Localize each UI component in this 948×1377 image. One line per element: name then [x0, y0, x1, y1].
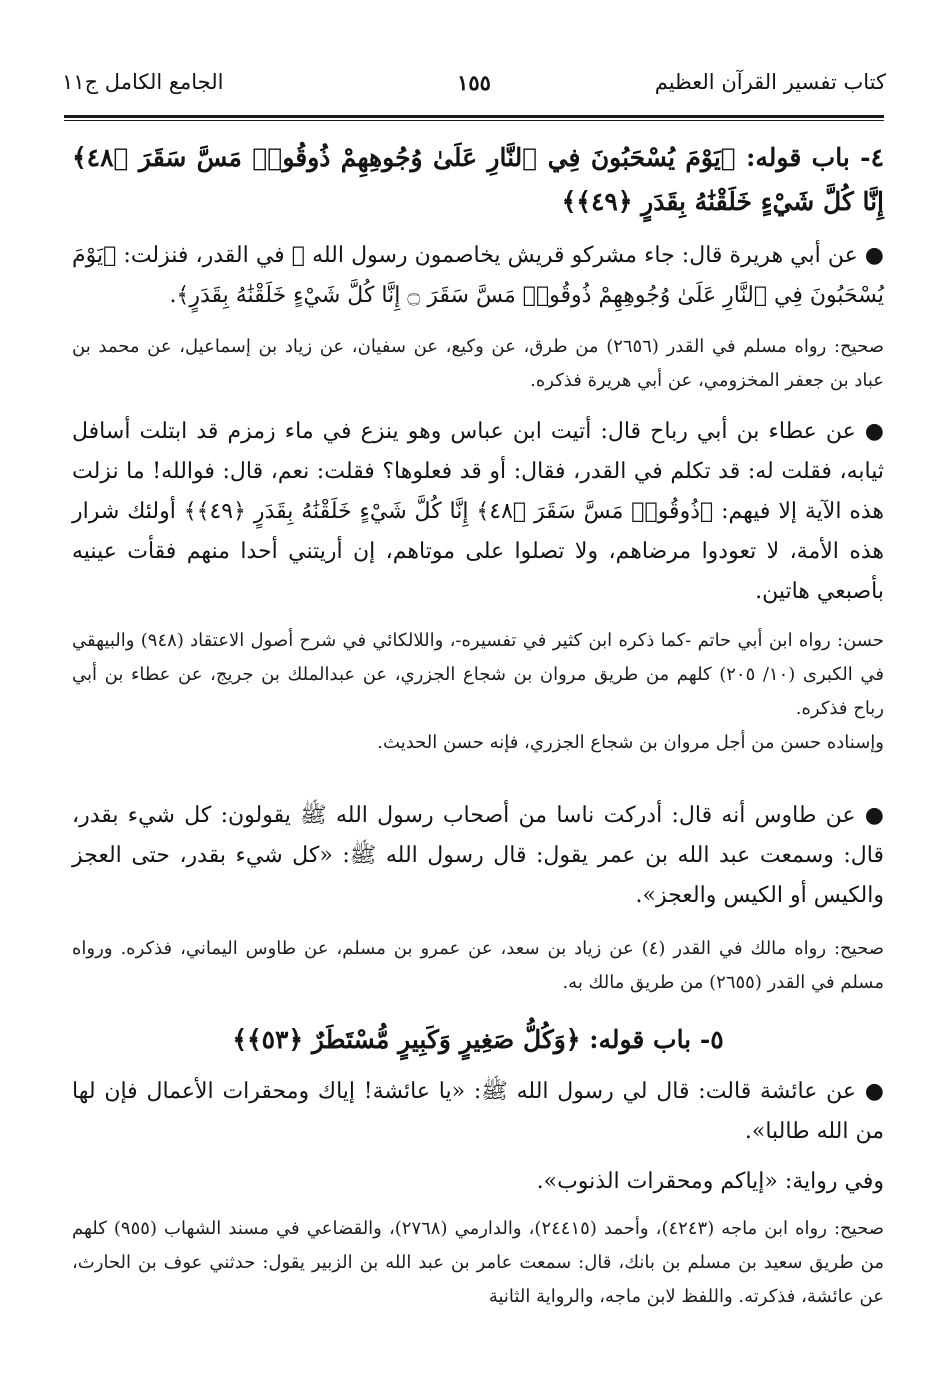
note-sahih-muslim: صحيح: رواه مسلم في القدر (٢٦٥٦) من طرق، عن وكيع، عن سفيان، عن زياد بن إسماعيل، عن محمد بن عباد بن جعفر المخزومي، عن أبي هريرة فذكره.: [72, 336, 884, 391]
section-title-4: ٤- باب قوله: ﴿يَوْمَ يُسْحَبُونَ فِي ٱلنَّارِ عَلَىٰ وُجُوهِهِمْ ذُوقُوا۟ مَسَّ سَقَرَ ﴿٤٨﴾ إِنَّا كُلَّ شَيْءٍ خَلَقْنَٰهُ بِقَدَرٍ ﴿٤٩﴾﴾: [72, 143, 884, 216]
note-hasan: حسن: رواه ابن أبي حاتم -كما ذكره ابن كثير في تفسيره-، واللالكائي في شرح أصول الاعتقاد (٩٤٨) والبيهقي في الكبرى (١٠/ ٢٠٥) كلهم من طريق مروان بن شجاع الجزري، عن عبدالملك بن جريج، عن عطاء بن أبي رباح فذكره.: [72, 630, 884, 719]
hadith-aisha: ● عن عائشة قالت: قال لي رسول الله ﷺ: «يا عائشة! إياك ومحقرات الأعمال فإن لها من الله طالبا».: [72, 1079, 884, 1144]
header-rule: [64, 115, 884, 118]
hadith-abu-hurayra: ● عن أبي هريرة قال: جاء مشركو قريش يخاصمون رسول الله ﷺ في القدر، فنزلت: ﴿يَوْمَ يُسْحَبُونَ فِي ٱلنَّارِ عَلَىٰ وُجُوهِهِمْ ذُوقُوا۟ مَسَّ سَقَرَ ۝ إِنَّا كُلَّ شَيْءٍ خَلَقْنَٰهُ بِقَدَرٍ﴾.: [72, 243, 885, 308]
hadith-ata: ● عن عطاء بن أبي رباح قال: أتيت ابن عباس وهو ينزع في ماء زمزم قد ابتلت أسافل ثيابه، فقلت له: قد تكلم في القدر، فقال: أو قد فعلوها؟ فقلت: نعم، قال: فوالله! ما نزلت هذه الآية إلا فيهم: ﴿ذُوقُوا۟ مَسَّ سَقَرَ ﴿٤٨﴾ إِنَّا كُلَّ شَيْءٍ خَلَقْنَٰهُ بِقَدَرٍ ﴿٤٩﴾﴾ أولئك شرار هذه الأمة، لا تعودوا مرضاهم، ولا تصلوا على موتاهم، إن أريتني أحدا منهم فقأت عينيه بأصبعي هاتين.: [72, 419, 884, 604]
header-rule-thin: [64, 120, 884, 121]
narration-variant: وفي رواية: «إياكم ومحقرات الذنوب».: [536, 1169, 884, 1194]
hadith-tawus: ● عن طاوس أنه قال: أدركت ناسا من أصحاب رسول الله ﷺ يقولون: كل شيء بقدر، قال: وسمعت عبد الله بن عمر يقول: قال رسول الله ﷺ: «كل شيء بقدر، حتى العجز والكيس أو الكيس والعجز».: [72, 803, 884, 908]
section-title-5: ٥- باب قوله: ﴿وَكُلُّ صَغِيرٍ وَكَبِيرٍ مُّسْتَطَرٌ ﴿٥٣﴾﴾: [232, 1025, 724, 1054]
page-number: ١٥٥: [457, 70, 491, 95]
note-ibn-majah: صحيح: رواه ابن ماجه (٤٢٤٣)، وأحمد (٢٤٤١٥)، والدارمي (٢٧٦٨)، والقضاعي في مسند الشهاب (٩٥٥) كلهم من طريق سعيد بن مسلم بن بانك، قال: سمعت عامر بن عبد الله بن الزبير يقول: حدثني عوف بن الحارث، عن عائشة، فذكرته. واللفظ لابن ماجه، والرواية الثانية: [72, 1218, 884, 1307]
volume-title: الجامع الكامل ج١١: [62, 70, 224, 94]
page-header: [62, 66, 886, 106]
note-isnad: وإسناده حسن من أجل مروان بن شجاع الجزري، فإنه حسن الحديث.: [377, 732, 884, 753]
book-title: كتاب تفسير القرآن العظيم: [654, 70, 886, 94]
note-malik: صحيح: رواه مالك في القدر (٤) عن زياد بن سعد، عن عمرو بن مسلم، عن طاوس اليماني، فذكره. ورواه مسلم في القدر (٢٦٥٥) من طريق مالك به.: [72, 938, 885, 993]
